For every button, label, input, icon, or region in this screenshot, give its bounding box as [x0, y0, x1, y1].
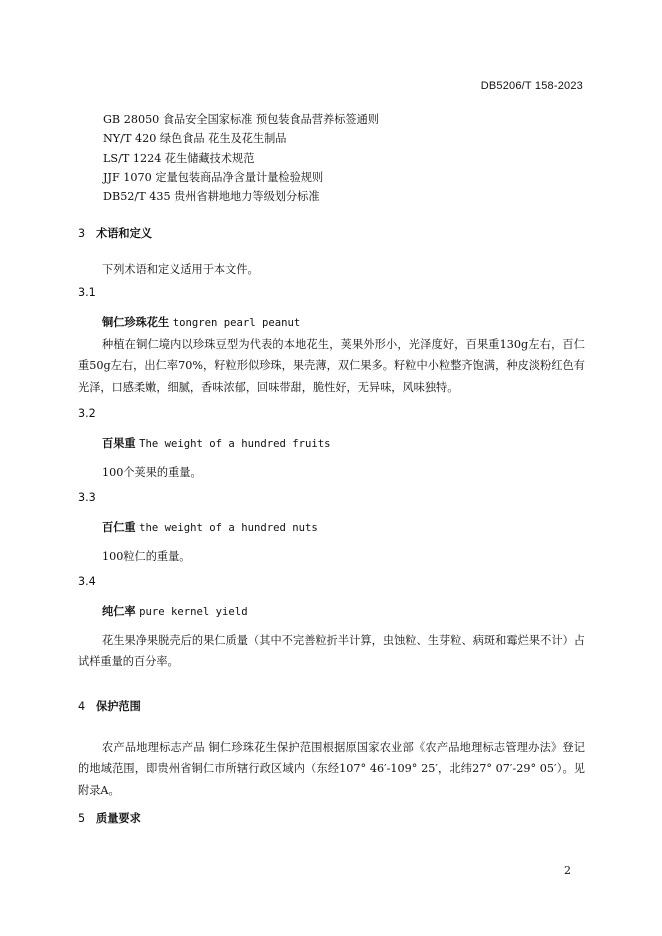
term-definition: 种植在铜仁境内以珍珠豆型为代表的本地花生，荚果外形小，光泽度好，百果重130g左右，百仁重50g左右，出仁率70%，籽粒形似珍珠，果壳薄，双仁果多。籽粒中小粒整齐饱满，种皮淡粉红色有光泽，口感柔嫩，细腻，香味浓郁，回味带甜，脆性好，无异味，风味独特。: [78, 338, 585, 394]
section-4-heading: [78, 698, 141, 714]
term-number: 3.3: [78, 491, 96, 504]
reference-item: NY/T 420 绿色食品 花生及花生制品: [103, 132, 287, 146]
term-number: 3.4: [78, 575, 96, 588]
page-number: 2: [564, 864, 571, 877]
document-code: DB5206/T 158-2023: [480, 80, 583, 92]
term-number: 3.1: [78, 286, 96, 299]
section-number: 5: [78, 812, 86, 825]
term-definition: 100粒仁的重量。: [102, 550, 191, 563]
term-zh: 铜仁珍珠花生: [102, 316, 170, 329]
term-title: [102, 314, 300, 330]
term-definition: 100个荚果的重量。: [102, 466, 202, 479]
section-title: 质量要求: [96, 812, 141, 825]
section-5-heading: [78, 810, 141, 826]
term-en: pure kernel yield: [139, 606, 248, 618]
term-number: 3.2: [78, 407, 96, 420]
section-3-heading: [78, 225, 152, 241]
term-zh: 百果重: [102, 437, 136, 450]
section-number: 4: [78, 700, 86, 713]
term-definition: 花生果净果脱壳后的果仁质量（其中不完善粒折半计算，虫蚀粒、生芽粒、病斑和霉烂果不计）占试样重量的百分率。: [78, 634, 585, 669]
section-4-body: 农产品地理标志产品 铜仁珍珠花生保护范围根据原国家农业部《农产品地理标志管理办法》登记的地域范围，即贵州省铜仁市所辖行政区域内（东经107° 46′-109° 25′，北纬27° 07′-29° 05′）。见附录A。: [78, 741, 585, 797]
reference-item: DB52/T 435 贵州省耕地地力等级划分标准: [103, 190, 320, 204]
term-title: [102, 435, 330, 451]
reference-item: GB 28050 食品安全国家标准 预包装食品营养标签通则: [103, 113, 379, 126]
term-en: the weight of a hundred nuts: [139, 522, 318, 534]
section-title: 术语和定义: [96, 227, 152, 240]
term-title: [102, 519, 318, 535]
reference-item: LS/T 1224 花生储藏技术规范: [103, 151, 255, 165]
term-zh: 纯仁率: [102, 605, 136, 618]
term-en: The weight of a hundred fruits: [139, 438, 331, 450]
term-zh: 百仁重: [102, 521, 136, 534]
term-en: tongren pearl peanut: [172, 317, 301, 329]
section-3-intro: 下列术语和定义适用于本文件。: [102, 263, 259, 276]
section-number: 3: [78, 227, 86, 240]
normative-references: [103, 110, 379, 206]
reference-item: JJF 1070 定量包装商品净含量计量检验规则: [103, 170, 324, 184]
term-title: [102, 603, 248, 619]
section-title: 保护范围: [96, 700, 141, 713]
